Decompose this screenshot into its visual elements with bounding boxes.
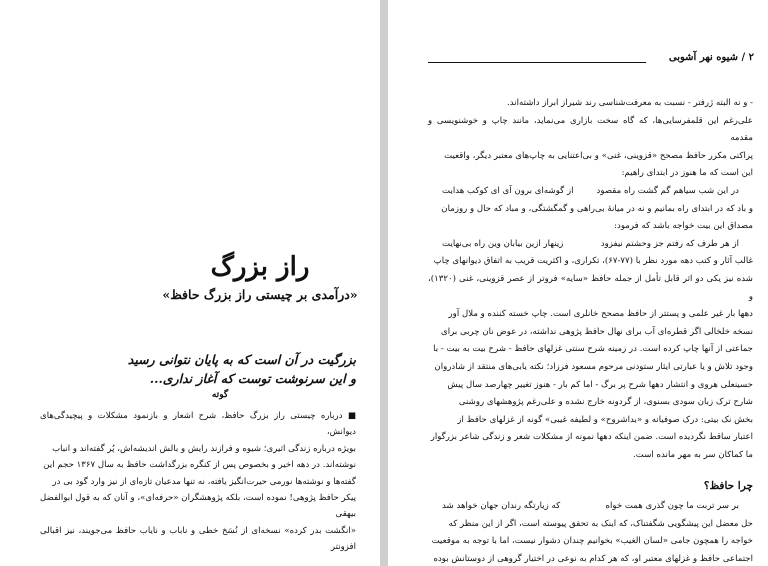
paragraph-line: شده نیز یکی دو اثر قابل تأمل از جمله حافظ «سایه» فروتر از عصر قزوینی، غنی (۱۳۲۰)، و <box>428 273 753 302</box>
paragraph-line: ■ درباره چیستی راز بزرگ حافظ، شرح اشعار و بازنمود مشکلات و پیچیدگی‌های دیوانش، <box>40 411 356 438</box>
paragraph-line: اعتبار ساقط نگردیده است. ضمن اینکه دهها نمونه از مشکلات شعر و زندگی شاعر بزرگوار <box>430 432 753 443</box>
paragraph-line: اجتماعی حافظ و غزلهای معتبر او، که هر کدام به نوعی در اختیار گروهی از دوستانش بوده <box>433 553 753 564</box>
paragraph-line: خواجه را همچون جامی «لسان الغیب» بخوانیم چندان دشوار نیست، اما با توجه به موقعیت <box>431 536 753 547</box>
right-page <box>388 0 768 566</box>
verse <box>428 236 753 254</box>
epigraph-line: بزرگیت در آن است که به پایان نتوانی رسید <box>127 352 356 367</box>
paragraph-line: نسخه خلخالی اگر قطره‌ای آب برای نهال حافظ پژوهی نداشته، در عوض نان چربی برای <box>441 326 753 337</box>
paragraph-line: بویژه درباره زندگی اثیری؛ شیوه و فرازند رایش و بالش اندیشه‌اش، پُر گفته‌اند و انباب <box>52 443 356 454</box>
verse-hemistich: زینهار ازین بیابان وین راه بی‌نهایت <box>442 238 564 249</box>
epigraph-author: گوته <box>211 390 229 400</box>
paragraph-line: حل معضل این پیشگویی شگفتناک، که اینک به تحقق پیوسته است، اگر از این منظر که <box>448 518 753 529</box>
paragraph-line: جماعتی از آنها چاپ کرده است. در زمینه شرح سنتی غزلهای حافظ - شرح بیت به بیت - با <box>433 344 753 355</box>
verse <box>428 183 753 201</box>
paragraph-line: و باد که در ابتدای راه بمانیم و نه در میانهٔ بی‌راهی و گمگشتگی، و مباد که حال و روزمان <box>441 203 753 214</box>
paragraph-line: بخش نک بیتی: درک صوفیانه و «بداشروح» و لطیفه غیبی» گونه از غزلهای حافظ از <box>457 414 753 425</box>
paragraph-line: نوشته‌اند. در دهه اخیر و بخصوص پس از کنگره بزرگداشت حافظ به سال ۱۳۶۷ حجم این <box>43 460 356 471</box>
verse-hemistich: در این شب سیاهم گم گشت راه مقصود <box>596 185 739 196</box>
paragraph-line: مصداق این بیت خواجه باشد که فرمود: <box>614 221 753 232</box>
paragraph-line: این است که ما هنوز در ابتدای راهیم: <box>621 168 753 179</box>
right-body-text <box>428 95 753 566</box>
paragraph-line: حسینعلی هروی و انتشار دهها شرح پر برگ - اما کم بار - هنوز تغییر چهارصد سال پیش <box>447 379 753 390</box>
verse-hemistich: که زیارتگه رندان جهان خواهد شد <box>442 501 561 512</box>
paragraph-line: پراکنی مکرر حافظ مصحح «قزوینی، غنی» و بی‌اعتنایی به چاپ‌های معتبر دیگر، واقعیت <box>444 150 753 161</box>
running-head: ۲ / شیوه نهر آشوبی <box>668 52 754 63</box>
paragraph-line: شارح ترک زبان سودی بسنوی، از گردونه خارج نشده و علی‌رغم پژوهشهای روشنی <box>458 397 753 408</box>
epigraph <box>88 350 356 388</box>
left-page <box>0 0 380 566</box>
paragraph-line: علی‌رغم این قلمفرسایی‌ها، که گاه سخت بازاری می‌نماید، مانند چاپ و خوشنویسی و مقدمه <box>428 115 753 144</box>
paragraph-line: غالب آثار و کتب دهه مورد نظر با (۷۷-۶۷)، تکراری، و اکثریت قریب به اتفاق دیوانهای چاپ <box>433 256 753 267</box>
paragraph-line: پیکر حافظ پژوهی! نموده است، بلکه پژوهشگران «حرفه‌ای»، و آنان که به قول ابوالفضل بیهقی <box>40 493 356 520</box>
paragraph-line: - و نه البته ژرفتر - نسبت به معرفت‌شناسی رند شیراز ابراز داشته‌اند. <box>506 98 753 108</box>
verse-hemistich: از گوشه‌ای برون آی ای کوکب هدایت <box>442 185 574 196</box>
verse <box>428 498 753 516</box>
paragraph-line: گفته‌ها و نوشته‌ها نورمی حیرت‌انگیز یافته، نه تنها مدعیان تازه‌ای از نیز وارد گود بی در <box>52 476 356 487</box>
verse-hemistich: از هر طرف که رفتم جز وحشتم نیفزود <box>600 238 739 249</box>
paragraph-line: دهها بار غیر علمی و پستتر از حافظ مصحح خانلری است. چاپ خسته کننده و ملال آور <box>448 309 753 320</box>
paragraph-line: وجود تلاش و یا عبارتی ایثار ستودنی مرحوم مسعود فرزاد؛ نکته یابی‌های منتقد از شادروان <box>434 361 753 372</box>
section-heading: چرا حافظ؟ <box>703 480 753 493</box>
book-gutter <box>380 0 388 566</box>
left-body-text <box>40 408 356 556</box>
verse-hemistich: بر سر تربت ما چون گذری همت خواه <box>605 501 739 512</box>
epigraph-line: و این سرنوشت توست که آغاز نداری... <box>149 371 356 386</box>
header-rule <box>428 62 646 63</box>
paragraph-line: «انگشت بدر کرده» نسخه‌ای از نُسَخ خطی و ناباب و نایاب حافظ می‌جویند، نیز اقبالی افزونتر <box>40 525 356 553</box>
chapter-title: راز بزرگ <box>210 252 310 282</box>
paragraph-line: ما کماکان سر به مهر مانده است. <box>633 449 753 460</box>
chapter-subtitle: «درآمدی بر چیستی راز بزرگ حافظ» <box>162 287 358 302</box>
